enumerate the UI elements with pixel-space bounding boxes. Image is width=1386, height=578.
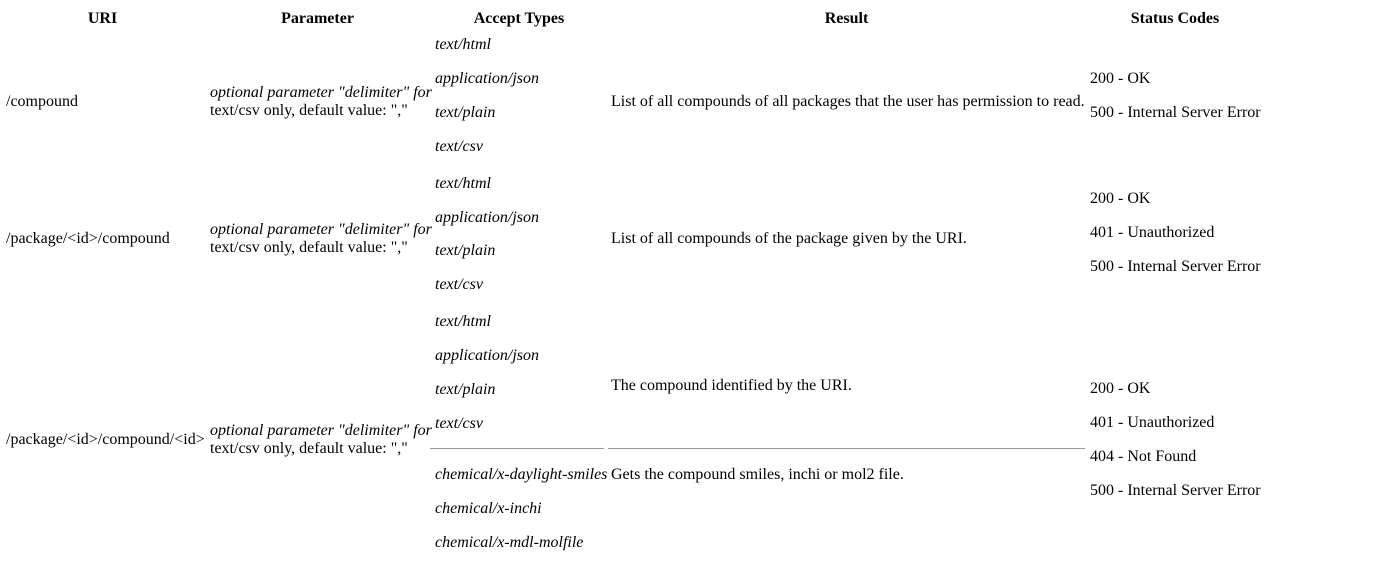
- status-code-item: 200 - OK: [1090, 70, 1151, 87]
- accept-types-cell: [430, 28, 608, 164]
- accept-type-item: text/html: [435, 36, 491, 53]
- column-header-parameter: Parameter: [281, 10, 354, 27]
- status-code-item: 401 - Unauthorized: [1090, 224, 1215, 241]
- accept-result-group-area: [430, 302, 1085, 578]
- column-header-status-codes: Status Codes: [1130, 10, 1220, 27]
- accept-types-cell: [430, 164, 608, 302]
- accept-type-item: text/plain: [435, 104, 496, 121]
- status-code-item: 200 - OK: [1090, 380, 1151, 397]
- status-codes-cell: [1085, 302, 1265, 578]
- status-code-item: 500 - Internal Server Error: [1090, 258, 1261, 275]
- status-codes-cell: [1085, 28, 1265, 164]
- accept-type-item: application/json: [435, 347, 539, 364]
- accept-type-item: chemical/x-inchi: [435, 500, 542, 517]
- parameter-italic-text: optional parameter "delimiter" for: [210, 221, 432, 238]
- result-cell: [608, 449, 1085, 578]
- status-code-item: 500 - Internal Server Error: [1090, 482, 1261, 499]
- parameter-normal-text: text/csv only, default value: ",": [210, 239, 408, 256]
- accept-type-item: text/html: [435, 174, 491, 192]
- parameter-italic-text: optional parameter "delimiter" for: [210, 422, 432, 439]
- accept-type-item: text/csv: [435, 415, 483, 432]
- result-cell: [608, 302, 1085, 449]
- accept-type-item: chemical/x-mdl-molfile: [435, 534, 584, 551]
- accept-type-item: application/json: [435, 70, 539, 87]
- parameter-cell: [205, 164, 430, 302]
- parameter-italic-text: optional parameter "delimiter" for: [210, 84, 432, 101]
- status-code-item: 500 - Internal Server Error: [1090, 104, 1261, 121]
- parameter-cell: [205, 28, 430, 164]
- parameter-normal-text: text/csv only, default value: ",": [210, 102, 408, 119]
- parameter-cell: [205, 302, 430, 578]
- accept-type-item: text/csv: [435, 276, 483, 294]
- uri-cell: /package/<id>/compound/<id>: [6, 431, 205, 448]
- uri-cell: /package/<id>/compound: [6, 230, 170, 247]
- accept-type-item: text/plain: [435, 242, 496, 260]
- status-code-item: 404 - Not Found: [1090, 448, 1197, 465]
- accept-type-item: text/html: [435, 313, 491, 330]
- result-cell: [608, 164, 1085, 302]
- accept-type-item: text/csv: [435, 138, 483, 155]
- column-header-uri: URI: [87, 10, 118, 27]
- status-code-item: 200 - OK: [1090, 190, 1151, 207]
- accept-types-cell: [430, 302, 604, 449]
- result-text: List of all compounds of all packages that the user has permission to read.: [611, 93, 1085, 110]
- status-codes-cell: [1085, 164, 1265, 302]
- result-text: List of all compounds of the package given by the URI.: [611, 230, 967, 247]
- accept-type-item: application/json: [435, 208, 539, 226]
- accept-type-item: chemical/x-daylight-smiles: [435, 466, 608, 483]
- column-header-result: Result: [824, 10, 869, 27]
- result-cell: [608, 28, 1085, 164]
- result-text: Gets the compound smiles, inchi or mol2 file.: [611, 466, 904, 483]
- parameter-normal-text: text/csv only, default value: ",": [210, 440, 408, 457]
- status-code-item: 401 - Unauthorized: [1090, 414, 1215, 431]
- uri-cell: /compound: [6, 93, 78, 110]
- column-header-accept-types: Accept Types: [473, 10, 565, 27]
- result-text: The compound identified by the URI.: [611, 377, 852, 394]
- accept-type-item: text/plain: [435, 381, 496, 398]
- accept-types-cell: [430, 449, 608, 578]
